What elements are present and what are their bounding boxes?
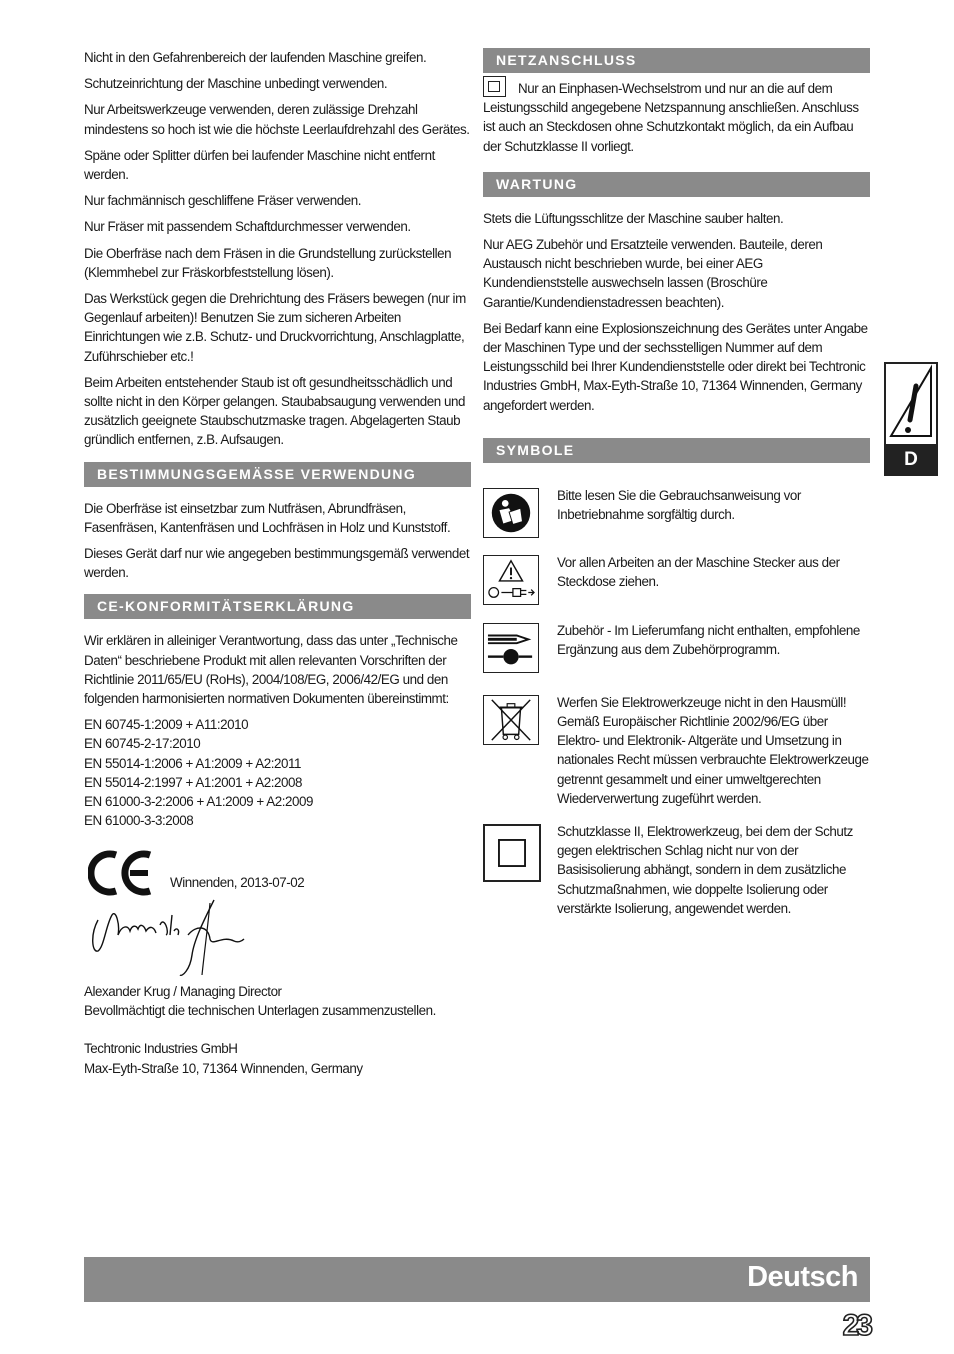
symbol-item xyxy=(483,553,870,603)
accessory-icon xyxy=(483,623,539,673)
symbol-text: Zubehör - Im Lieferumfang nicht enthalten, empfohlene Ergänzung aus dem Zubehörprogramm. xyxy=(557,622,860,658)
company-address: Max-Eyth-Straße 10, 71364 Winnenden, Germany xyxy=(84,1060,363,1076)
standard-item: EN 61000-3-3:2008 xyxy=(84,813,194,829)
paragraph: Stets die Lüftungsschlitze der Maschine sauber halten. xyxy=(483,210,784,226)
ce-date: Winnenden, 2013-07-02 xyxy=(170,874,305,890)
symbol-item xyxy=(483,693,870,808)
company-name: Techtronic Industries GmbH xyxy=(84,1041,238,1057)
standard-item: EN 61000-3-2:2006 + A1:2009 + A2:2009 xyxy=(84,794,314,810)
netz-paragraph xyxy=(483,76,870,156)
paragraph: Späne oder Splitter dürfen bei laufender Maschine nicht entfernt werden. xyxy=(84,147,435,183)
signer-block xyxy=(84,982,484,1078)
protection-class-2-icon xyxy=(483,824,541,882)
intro-paragraphs xyxy=(84,48,471,450)
signature xyxy=(84,895,254,980)
symbol-item xyxy=(483,486,870,536)
ce-heading: CE-KONFORMITÄTSERKLÄRUNG xyxy=(84,594,471,619)
ce-mark-icon xyxy=(88,849,154,897)
read-manual-icon xyxy=(483,488,539,538)
netz-heading: NETZANSCHLUSS xyxy=(483,48,870,73)
standard-item: EN 60745-1:2009 + A11:2010 xyxy=(84,717,249,733)
paragraph: Schutzeinrichtung der Maschine unbedingt verwenden. xyxy=(84,76,388,92)
footer-bar xyxy=(84,1257,870,1302)
ce-declaration: Wir erklären in alleiniger Verantwortung, dass das unter „Technische Daten“ beschriebene Produkt mit allen relevanten Vorschriften der Richtlinie 2011/65/EU (RoHs), 2004/108/EG, 2006/42/EG und den folgenden harmonisierten normativen Dokumenten übereinstimmt: xyxy=(84,633,458,707)
paragraph: Nicht in den Gefahrenbereich der laufenden Maschine greifen. xyxy=(84,50,427,65)
warning-exclamation-icon xyxy=(886,364,936,444)
right-column xyxy=(483,48,870,932)
paragraph: Nur Arbeitswerkzeuge verwenden, deren zulässige Drehzahl mindestens so hoch ist wie die höchste Leerlaufdrehzahl des Gerätes. xyxy=(84,102,470,137)
standard-item: EN 55014-2:1997 + A1:2001 + A2:2008 xyxy=(84,774,303,790)
authorized-text: Bevollmächtigt die technischen Unterlagen zusammenzustellen. xyxy=(84,1003,436,1019)
protection-class-2-icon xyxy=(483,76,506,97)
symbol-text: Werfen Sie Elektrowerkzeuge nicht in den Hausmüll! Gemäß Europäischer Richtlinie 2002/96/EG über Elektro- und Elektronik- Altgeräte und Umsetzung in nationales Recht müssen verbrauchte Elektrowerkzeuge getrennt gesammelt und einer umweltgerechten Wiederverwertung zugeführt werden. xyxy=(557,694,869,806)
paragraph: Die Oberfräse nach dem Fräsen in die Grundstellung zurückstellen (Klemmhebel zur Fräskorbfeststellung lösen). xyxy=(84,245,452,280)
symbol-item xyxy=(483,621,870,671)
paragraph: Nur AEG Zubehör und Ersatzteile verwenden. Bauteile, deren Austausch nicht beschrieben wurde, bei einer AEG Kundendienststelle auswechseln lassen (Broschüre Garantie/Kundendienstadressen beachten). xyxy=(483,237,823,310)
paragraph: Das Werkstück gegen die Drehrichtung des Fräsers bewegen (nur im Gegenlauf arbeiten)! Benutzen Sie zum sicheren Arbeiten Einrichtungen wie z.B. Schutz- und Druckvorrichtung, Anschlagplatte, Zuführschieber etc.! xyxy=(84,291,466,364)
standard-item: EN 60745-2-17:2010 xyxy=(84,736,201,752)
netz-text: Nur an Einphasen-Wechselstrom und nur an die auf dem Leistungsschild angegebene Netzspannung anschließen. Anschluss ist auch an Steckdosen ohne Schutzkontakt möglich, da ein Aufbau der Schutzklasse II vorliegt. xyxy=(483,81,859,154)
standards-list xyxy=(84,715,471,830)
paragraph: Beim Arbeiten entstehender Staub ist oft gesundheitsschädlich und sollte nicht in den Körper gelangen. Staubabsaugung verwenden und zusätzlich geeignete Staubschutzmaske tragen. Abgelagerten Staub gründlich entfernen, z.B. Aufsaugen. xyxy=(84,374,465,448)
left-column xyxy=(84,48,471,907)
paragraph: Bei Bedarf kann eine Explosionszeichnung des Gerätes unter Angabe der Maschinen Type und der sechsstelligen Nummer auf dem Leistungsschild bei Ihrer Kundendienststelle oder direkt bei Techtronic Industries GmbH, Max-Eyth-Straße 10, 71364 Winnenden, Germany angefordert werden. xyxy=(483,320,868,413)
weee-bin-icon xyxy=(483,695,539,745)
wartung-heading: WARTUNG xyxy=(483,172,870,197)
symbol-text: Vor allen Arbeiten an der Maschine Stecker aus der Steckdose ziehen. xyxy=(557,554,840,590)
symbol-text: Bitte lesen Sie die Gebrauchsanweisung vor Inbetriebnahme sorgfältig durch. xyxy=(557,487,801,523)
usage-heading: BESTIMMUNGSGEMÄSSE VERWENDUNG xyxy=(84,462,471,487)
language-letter: D xyxy=(904,449,918,470)
symbol-item xyxy=(483,822,870,918)
paragraph: Nur fachmännisch geschliffene Fräser verwenden. xyxy=(84,193,362,209)
paragraph: Nur Fräser mit passendem Schaftdurchmesser verwenden. xyxy=(84,219,411,235)
symbol-text: Schutzklasse II, Elektrowerkzeug, bei dem der Schutz gegen elektrischen Schlag nicht nur von der Basisisolierung abhängt, sondern in dem zusätzliche Schutzmaßnahmen, wie doppelte Isolierung oder verstärkte Isolierung, angewendet werden. xyxy=(557,824,853,916)
language-side-tab xyxy=(884,362,938,476)
standard-item: EN 55014-1:2006 + A1:2009 + A2:2011 xyxy=(84,755,302,771)
paragraph: Dieses Gerät darf nur wie angegeben bestimmungsgemäß verwendet werden. xyxy=(84,546,470,581)
signer-name: Alexander Krug / Managing Director xyxy=(84,984,282,999)
paragraph: Die Oberfräse ist einsetzbar zum Nutfräsen, Abrundfräsen, Fasenfräsen, Kantenfräsen und Lochfräsen in Holz und Kunststoff. xyxy=(84,500,451,535)
symbole-heading: SYMBOLE xyxy=(483,438,870,463)
language-label: Deutsch xyxy=(747,1261,858,1293)
warning-panel xyxy=(886,364,936,444)
unplug-warning-icon xyxy=(483,555,539,605)
page-number: 23 xyxy=(842,1309,870,1342)
